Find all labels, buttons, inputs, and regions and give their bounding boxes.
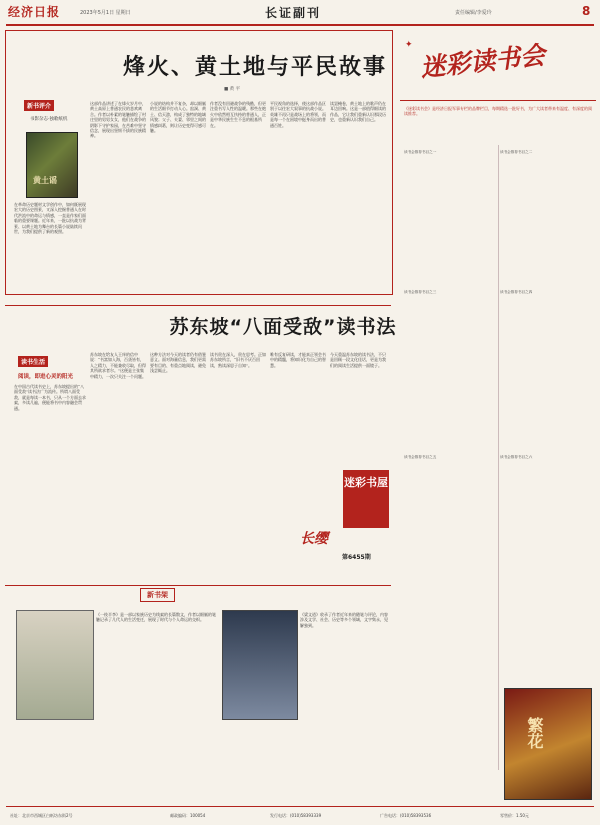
stamp-calligraphy: 长缨 [300,531,328,547]
article2-column-head: 阅读，即进心灵的阳光 [18,374,74,380]
editor-credit: 责任编辑/李爱玲 [455,10,492,16]
newbooks-top-rule [5,585,391,586]
page-footer [0,809,600,825]
sidebar-ornament-icon: ✦ [405,40,413,50]
page-header [0,0,600,24]
footer-postcode: 邮政编码：100054 [170,813,206,818]
issue-date: 2023年5月1日 星期日 [80,10,131,16]
article1-col5: 平民视角的选择，使这部作品区别于以往宏大叙事的抗战小说。英雄不再只是战场上的将领，而是每一个在困境中挺身而出的普通百姓。 [270,101,326,128]
reading-room-stamp: 迷彩书屋 [343,470,389,528]
book-cover [26,132,78,198]
sidebar-item: 读书会推荐书目之一 [404,150,437,154]
issue-number: 第6455期 [342,554,371,561]
sidebar-item: 读书会推荐书目之五 [404,455,437,459]
article2-col2: 苏东坡在给友人王庠的信中说：“书富如入海，百货皆有，人之精力，不能兼收尽取，但得其所欲求者尔。”这便是主张集中精力，一次只关注一个问题。 [90,352,146,379]
article2-title: 苏东坡“八面受敌”读书法 [169,316,397,338]
article2-col3: 这种方法对今天的读者仍有借鉴意义。面对海量信息，我们更需要有目的、有重点地阅读，避免浅尝辄止。 [150,352,206,374]
sidebar-item: 读书会推荐书目之二 [500,150,533,154]
article1-author: ■ 黄 平 [224,87,241,92]
header-rule [6,24,594,26]
book-cover-middle [222,610,298,720]
article1-col2: 这部作品讲述了在烽火岁月中，黄土高原上普通农民的悲欢离合。作者以朴素的笔触描绘了村庄里的男男女女，他们在战争的阴影下守护家园，在苦难中坚守信念，展现出坚韧不拔的民族精神。 [90,101,146,139]
page-number: 8 [582,4,591,18]
article2-col6: 今天重温苏东坡的读书法，不只是回顾一段文化佳话，更是为我们的阅读生活提供一面镜子。 [330,352,386,368]
article2-badge: 读书生活 [18,356,48,367]
footer-price: 零售价：1.50元 [500,813,529,818]
sidebar-intro: 《迷彩读书会》是经济日报军事专栏的品牌栏目，每期精选一批好书，为广大读者带来有温度、有深度的阅读推荐。 [404,106,592,117]
article2-col4: 读书贵在深入，贵在思考。正如苏东坡所言，“旧书不厌百回读，熟读深思子自知”。 [210,352,266,368]
footer-rule [6,806,594,807]
new-books-banner: 新书架 [140,588,175,602]
sidebar-item: 读书会推荐书目之四 [500,290,533,294]
sidebar-rule [400,100,596,101]
footer-phone-distribution: 发行电话：(010)58393339 [270,813,322,818]
sidebar-item: 读书会推荐书目之六 [500,455,533,459]
article1-col6: 读罢掩卷，黄土地上的歌声仍在耳边回响。这是一部值得细读的作品，它让我们重新认识那段历史，也重新认识我们自己。 [330,101,386,123]
article1-col3: 小说的结构并不复杂，却以细腻的生活细节打动人心。窑洞、黄土、信天游，构成了独特的地域风貌；父子、夫妻、邻里之间的情感纠葛，则让历史变得可感可触。 [150,101,206,134]
article1-col1: 在革命历史题材文学创作中，如何既展现宏大的历史图景，又深入挖掘普通人在时代洪流中的命运与情感，一直是作家们面临的重要课题。近年来，一批以抗战为背景、以黄土地为舞台的长篇小说陆续问世，为我们提供了新的观照。 [14,202,86,235]
footer-phone-ads: 广告电话：(010)58393536 [380,813,432,818]
section-name: 长证副刊 [265,6,322,20]
book-label: 书影杂志·独歌纸机 [30,117,68,122]
article1-badge: 新书评介 [24,100,54,111]
article1-title: 烽火、黄土地与平民故事 [122,55,387,80]
sidebar-column-divider [498,145,499,770]
right-book-cover [504,688,592,800]
article2-col5: 唯有反复研读，才能真正领会书中的精髓，将知识化为自己的智慧。 [270,352,326,368]
book-cover-left [16,610,94,720]
article1-col4: 作者没有回避战争的残酷，但更注重书写人性的温暖。那些在炮火中依然相互扶持的普通人，正是中华民族生生不息的根基所在。 [210,101,266,128]
book-cover-title: 黄土谣 [33,176,57,185]
bottom-article-left: 《一枝半李》是一部以家族历史为线索的长篇散文，作者以细腻的笔触记录了几代人的生活变迁，展现了时代与个人命运的交织。 [96,612,216,623]
article2-top-rule [5,305,391,306]
sidebar-item: 读书会推荐书目之三 [404,290,437,294]
bottom-article-right: 《梁文道》收录了作者近年来的随笔与评论，内容涉及文学、社会、历史等多个领域，文字隽永，见解独到。 [300,612,388,628]
sidebar-calligraphy-title: 迷彩读书会 [418,40,547,83]
masthead: 经济日报 [8,5,61,19]
right-book-title: 繁花 [525,717,544,749]
article2-col1: 在中国古代读书史上，苏东坡提出的“八面受敌”读书法广为流传。所谓八面受敌，就是每读一本书，只从一个方面去求索，多读几遍，便能将书中内容融会贯通。 [14,384,86,411]
footer-address: 社址：北京市西城区白纸坊东街2号 [10,813,73,818]
